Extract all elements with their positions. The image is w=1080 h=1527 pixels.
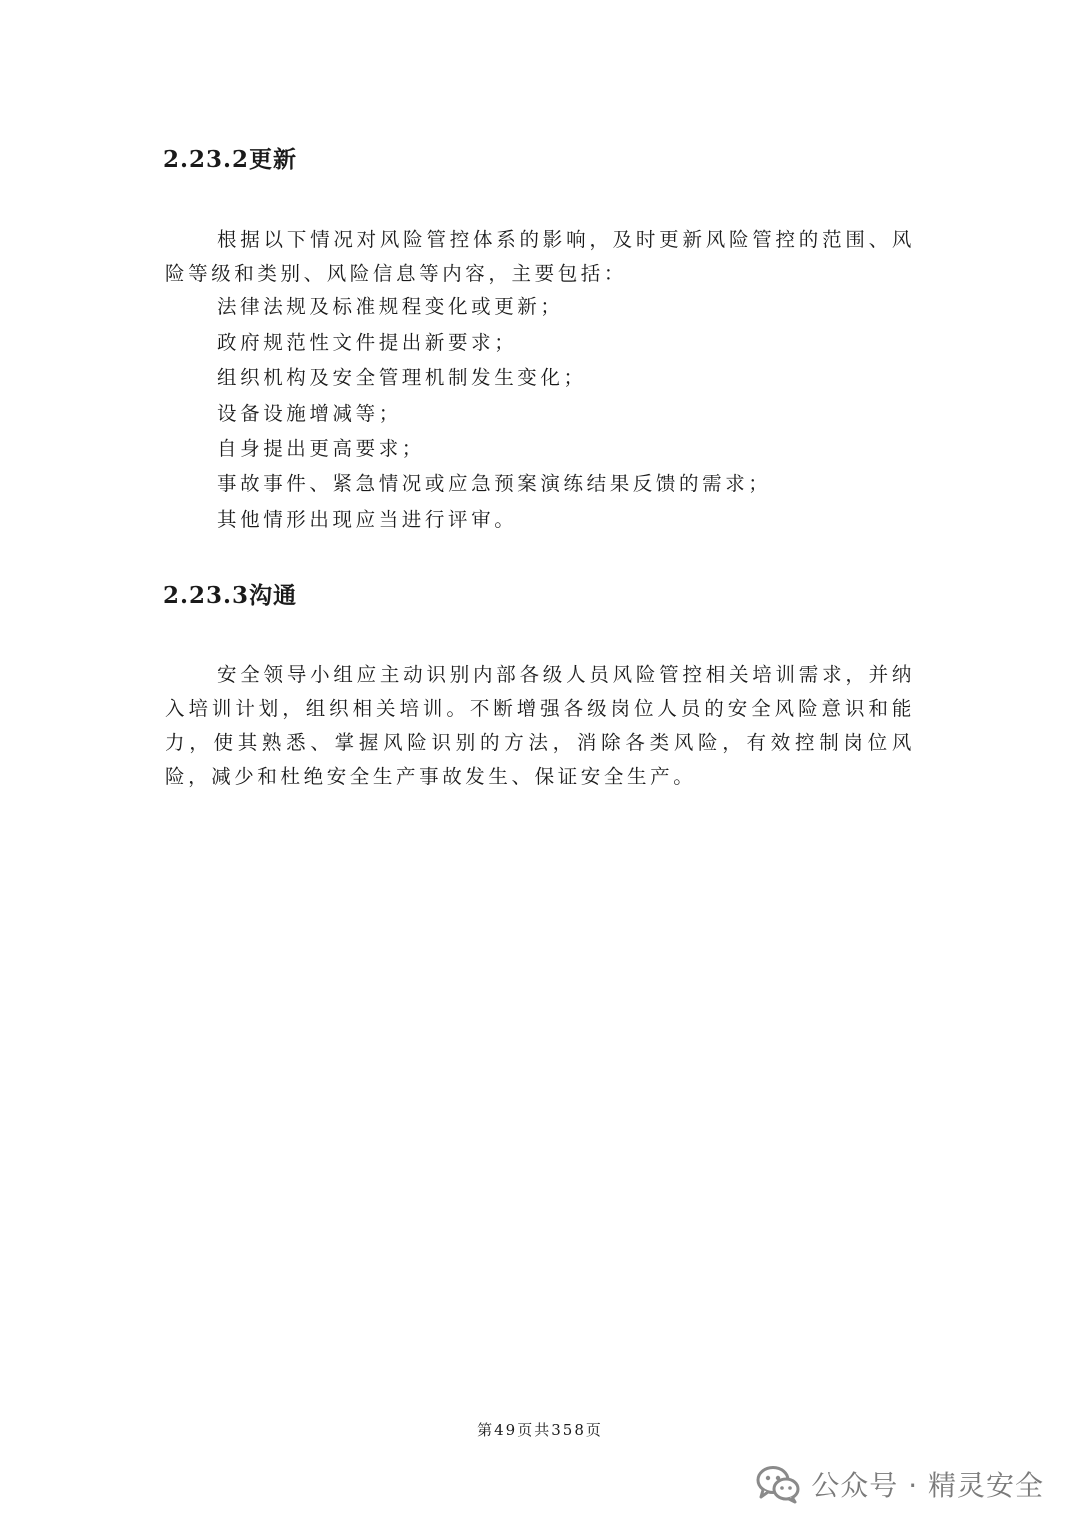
section-paragraph-communication: 安全领导小组应主动识别内部各级人员风险管控相关培训需求，并纳入培训计划，组织相关培训。不断增强各级岗位人员的安全风险意识和能力，使其熟悉、掌握风险识别的方法，消除各类风险，有效控制岗位风险，减少和杜绝安全生产事故发生、保证安全生产。 [165, 663, 915, 788]
list-item: 其他情形出现应当进行评审。 [217, 508, 518, 531]
watermark-text: 公众号 · 精灵安全 [811, 1469, 1044, 1502]
watermark [755, 1462, 1044, 1506]
list-item: 组织机构及安全管理机制发生变化； [217, 366, 587, 389]
section-heading-communication: 2.23.3沟通 [163, 582, 298, 609]
list-item: 事故事件、紧急情况或应急预案演练结果反馈的需求； [217, 472, 772, 495]
list-item: 自身提出更高要求； [217, 437, 425, 460]
section-heading-update: 2.23.2更新 [163, 146, 298, 173]
section-paragraph-update: 根据以下情况对风险管控体系的影响，及时更新风险管控的范围、风险等级和类别、风险信息等内容，主要包括： [165, 228, 915, 285]
list-item: 政府规范性文件提出新要求； [217, 331, 518, 354]
list-item: 法律法规及标准规程变化或更新； [217, 295, 564, 318]
wechat-icon [755, 1464, 801, 1504]
page-number-footer: 第49页共358页 [477, 1421, 603, 1439]
list-item: 设备设施增减等； [217, 402, 402, 425]
